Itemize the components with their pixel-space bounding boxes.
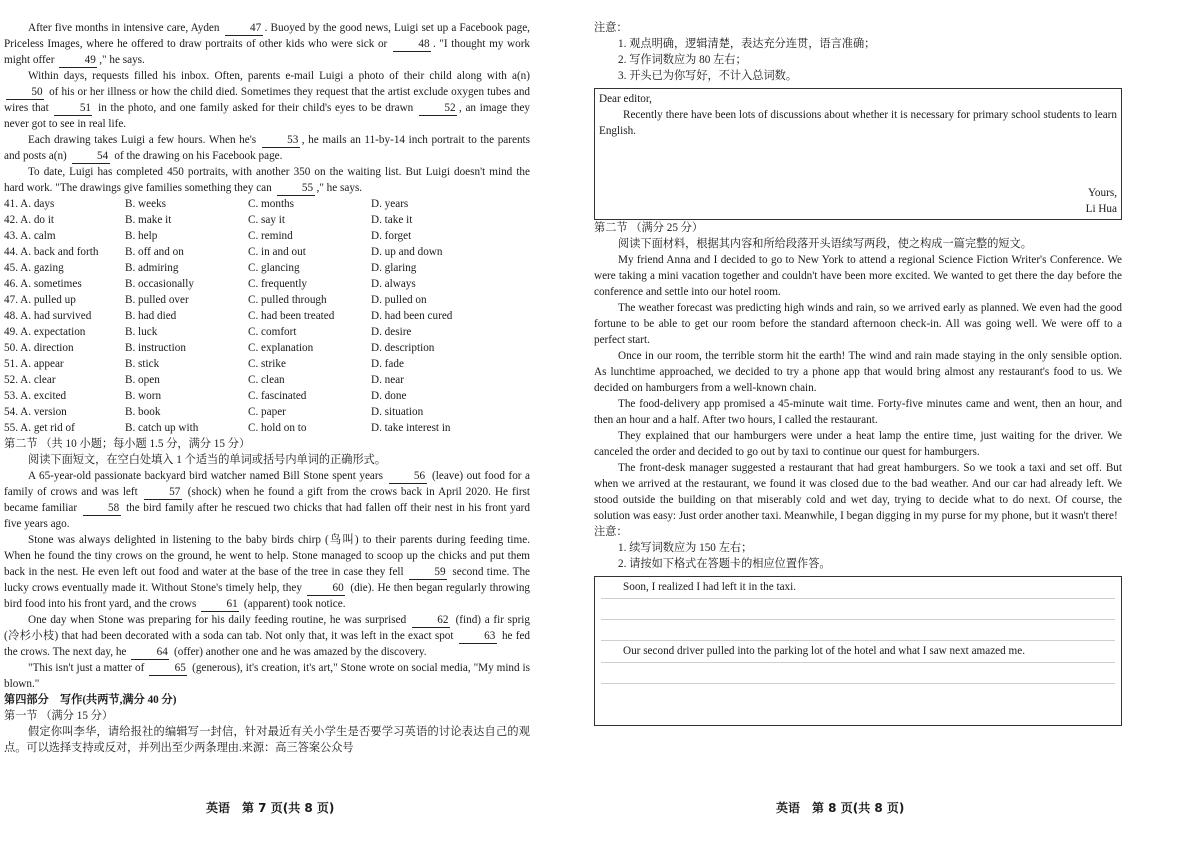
option-choice[interactable]: D. done: [371, 390, 407, 402]
part-title: 第四部分 写作(共两节,满分 40 分): [4, 694, 177, 706]
section-title: 第二节 （满分 25 分）: [594, 222, 704, 234]
cloze-options: [4, 196, 530, 436]
story-paragraph: They explained that our hamburgers were under a heat lamp the entire time, just waiting for the driver. We canceled the order and decided to go out by taxi to continue our quest for hamburgers.: [594, 430, 1122, 458]
option-choice[interactable]: B. open: [125, 374, 160, 386]
option-choice[interactable]: B. instruction: [125, 342, 186, 354]
blank-52[interactable]: 52: [419, 102, 457, 116]
option-choice[interactable]: B. occasionally: [125, 278, 194, 290]
option-row: [4, 244, 530, 260]
passage-paragraph: Each drawing takes Luigi a few hours. When he's 53 , he mails an 11-by-14 inch portrait to the parents and posts a(n) 54 of the drawing on his Facebook page.: [4, 134, 531, 162]
story-paragraph: The front-desk manager suggested a restaurant that had great hamburgers. So we took a taxi and set off. But when we arrived at the restaurant, we found it was closed due to the bad weather. And our car had already left. We stood outside the building on that miserably cold and wet day, trying to decide what to do next. Of course, the solution was easy: Just order another taxi. Meanwhile, I began digging in my purse for my phone, but it wasn't there!: [594, 462, 1122, 522]
blank-55[interactable]: 55: [277, 182, 315, 196]
option-choice[interactable]: 55. A. get rid of: [4, 422, 75, 434]
note-item: 1. 续写词数应为 150 左右；: [618, 542, 753, 554]
note-list: [594, 36, 1122, 84]
blank-48[interactable]: 48: [393, 38, 431, 52]
page-footer: 英语 第 7 页(共 8 页): [206, 801, 335, 815]
grammar-paragraph: A 65-year-old passionate backyard bird watcher named Bill Stone spent years 56 (leave) out food for a family of crows and was left 57 (shock) when he found a gift from the crows back in April 2020. He first became familiar 58 the bird family after he rescued two chicks that had fallen off their nest in his front yard five years ago.: [4, 470, 531, 530]
letter-answer-box[interactable]: [594, 88, 1122, 220]
option-choice[interactable]: 53. A. excited: [4, 390, 67, 402]
option-row: [4, 292, 530, 308]
option-choice[interactable]: D. near: [371, 374, 404, 386]
note-label: 注意：: [594, 526, 628, 538]
option-choice[interactable]: 49. A. expectation: [4, 326, 86, 338]
blank-47[interactable]: 47: [225, 22, 263, 36]
option-choice[interactable]: B. stick: [125, 358, 160, 370]
blank-59[interactable]: 59: [409, 566, 447, 580]
note-item: 3. 开头已为你写好，不计入总词数。: [618, 70, 798, 82]
option-choice[interactable]: C. clean: [248, 374, 285, 386]
grammar-paragraph: Stone was always delighted in listening to the baby birds chirp (鸟叫) to their parents during feeding time. When he found the tiny crows on the ground, he went to help. Stone managed to scoop up the chicks and put them back in the nest. He even left out food and water at the base of the tree in case they fell 59 second time. The lucky crows eventually made it. Without Stone's timely help, they 60 (die). He then began regularly throwing bird food into his front yard, and the crows 61 (apparent) took notice.: [4, 534, 531, 610]
option-choice[interactable]: D. glaring: [371, 262, 417, 274]
continuation-answer-box[interactable]: [594, 576, 1122, 726]
note-list: [594, 540, 1122, 572]
blank-61[interactable]: 61: [201, 598, 239, 612]
grammar-paragraph: One day when Stone was preparing for his daily feeding routine, he was surprised 62 (find) a fir sprig (冷杉小枝) that had been decorated with a soda can tab. Not only that, it was left in the exact spot 63 he fed the crows. The next day, he 64 (offer) another one and he was amazed by the discovery.: [4, 614, 531, 658]
blank-57[interactable]: 57: [144, 486, 182, 500]
letter-body: Recently there have been lots of discussions about whether it is necessary for primary school students to learn English.: [599, 109, 1117, 137]
option-row: [4, 404, 530, 420]
option-choice[interactable]: C. fascinated: [248, 390, 307, 402]
option-row: [4, 212, 530, 228]
blank-53[interactable]: 53: [262, 134, 300, 148]
section-title: 第二节 （共 10 小题；每小题 1.5 分，满分 15 分）: [4, 438, 251, 450]
option-choice[interactable]: C. in and out: [248, 246, 306, 258]
option-choice[interactable]: 51. A. appear: [4, 358, 64, 370]
option-choice[interactable]: B. pulled over: [125, 294, 189, 306]
option-choice[interactable]: D. up and down: [371, 246, 443, 258]
section-instruction: 阅读下面短文，在空白处填入 1 个适当的单词或括号内单词的正确形式。: [28, 454, 387, 466]
option-choice[interactable]: 48. A. had survived: [4, 310, 92, 322]
option-choice[interactable]: B. help: [125, 230, 158, 242]
option-choice[interactable]: B. book: [125, 406, 161, 418]
ruled-line: [601, 619, 1115, 620]
option-choice[interactable]: 52. A. clear: [4, 374, 56, 386]
option-row: [4, 388, 530, 404]
note-label: 注意：: [594, 22, 628, 34]
option-choice[interactable]: C. say it: [248, 214, 285, 226]
option-choice[interactable]: D. take interest in: [371, 422, 451, 434]
option-choice[interactable]: C. explanation: [248, 342, 314, 354]
section-instruction: 阅读下面材料，根据其内容和所给段落开头语续写两段，使之构成一篇完整的短文。: [618, 238, 1032, 250]
blank-49[interactable]: 49: [59, 54, 97, 68]
letter-close: Yours,: [1087, 187, 1117, 199]
note-item: 2. 请按如下格式在答题卡的相应位置作答。: [618, 558, 831, 570]
blank-65[interactable]: 65: [149, 662, 187, 676]
option-choice[interactable]: 46. A. sometimes: [4, 278, 82, 290]
option-choice[interactable]: 41. A. days: [4, 198, 55, 210]
option-choice[interactable]: D. fade: [371, 358, 404, 370]
page-footer: 英语 第 8 页(共 8 页): [776, 801, 905, 815]
option-choice[interactable]: C. had been treated: [248, 310, 335, 322]
option-row: [4, 228, 530, 244]
option-choice[interactable]: 47. A. pulled up: [4, 294, 76, 306]
story-paragraph: Once in our room, the terrible storm hit the earth! The wind and rain made staying in the only sensible option. As lunchtime approached, we decided to try a phone app that would bring almost any restaurant's food to us. We decided on hamburgers from a well-known chain.: [594, 350, 1122, 394]
grammar-paragraph: "This isn't just a matter of 65 (generous), it's creation, it's art," Stone wrote on social media, "My mind is blown.": [4, 662, 531, 690]
option-choice[interactable]: 54. A. version: [4, 406, 67, 418]
option-choice[interactable]: C. pulled through: [248, 294, 327, 306]
blank-60[interactable]: 60: [307, 582, 345, 596]
option-row: [4, 340, 530, 356]
passage-paragraph: Within days, requests filled his inbox. Often, parents e-mail Luigi a photo of their child along with a(n) 50 of his or her illness or how the child died. Sometimes they request that the artist exclude oxygen tubes and wires that 51 in the photo, and one family asked for their child's eyes to be drawn 52 , an image they never got to see in real life.: [4, 70, 531, 130]
option-choice[interactable]: D. desire: [371, 326, 412, 338]
story-text: [594, 252, 1122, 524]
option-choice[interactable]: B. weeks: [125, 198, 167, 210]
blank-51[interactable]: 51: [54, 102, 92, 116]
left-page: [4, 20, 530, 756]
blank-56[interactable]: 56: [389, 470, 427, 484]
option-choice[interactable]: B. catch up with: [125, 422, 199, 434]
option-row: [4, 372, 530, 388]
option-choice[interactable]: C. frequently: [248, 278, 308, 290]
option-row: [4, 308, 530, 324]
right-page: [594, 20, 1122, 726]
note-item: 1. 观点明确，逻辑清楚，表达充分连贯，语言准确；: [618, 38, 876, 50]
option-choice[interactable]: C. paper: [248, 406, 286, 418]
blank-58[interactable]: 58: [83, 502, 121, 516]
option-choice[interactable]: 50. A. direction: [4, 342, 74, 354]
option-choice[interactable]: B. had died: [125, 310, 177, 322]
para1-opening: Soon, I realized I had left it in the taxi.: [623, 581, 797, 593]
option-choice[interactable]: C. comfort: [248, 326, 297, 338]
option-choice[interactable]: 43. A. calm: [4, 230, 56, 242]
story-paragraph: My friend Anna and I decided to go to New York to attend a regional Science Fiction Writer's Conference. We were taking a mini vacation together and couldn't have been more excited. We wanted to get there the day before the conference and settle into our hotel room.: [594, 254, 1122, 298]
blank-50[interactable]: 50: [6, 86, 44, 100]
option-choice[interactable]: B. admiring: [125, 262, 179, 274]
option-choice[interactable]: D. pulled on: [371, 294, 427, 306]
note-item: 2. 写作词数应为 80 左右；: [618, 54, 747, 66]
story-paragraph: The weather forecast was predicting high winds and rain, so we arrived early as planned. We even had the good fortune to be able to get our room before the standard afternoon check-in. All was going well. We were off to a perfect start.: [594, 302, 1122, 346]
story-paragraph: The food-delivery app promised a 45-minute wait time. Forty-five minutes came and went, then an hour, and then an hour and a half. After two hours, I called the restaurant.: [594, 398, 1122, 426]
option-row: [4, 276, 530, 292]
option-row: [4, 420, 530, 436]
option-choice[interactable]: B. make it: [125, 214, 172, 226]
passage-paragraph: To date, Luigi has completed 450 portraits, with another 350 on the waiting list. But Luigi doesn't mind the hard work. "The drawings give families something they can 55 ," he says.: [4, 166, 530, 194]
blank-64[interactable]: 64: [131, 646, 169, 660]
option-choice[interactable]: C. months: [248, 198, 295, 210]
blank-54[interactable]: 54: [72, 150, 110, 164]
option-choice[interactable]: B. luck: [125, 326, 158, 338]
option-row: [4, 260, 530, 276]
option-choice[interactable]: B. worn: [125, 390, 162, 402]
section-title: 第一节 （满分 15 分）: [4, 710, 114, 722]
para2-opening: Our second driver pulled into the parking lot of the hotel and what I saw next amazed me.: [623, 645, 1026, 657]
option-choice[interactable]: D. years: [371, 198, 409, 210]
letter-signature: Li Hua: [1085, 203, 1117, 215]
option-choice[interactable]: C. strike: [248, 358, 286, 370]
option-choice[interactable]: C. glancing: [248, 262, 300, 274]
option-choice[interactable]: D. situation: [371, 406, 424, 418]
letter-greeting: Dear editor,: [599, 93, 652, 105]
option-choice[interactable]: D. always: [371, 278, 416, 290]
blank-62[interactable]: 62: [412, 614, 450, 628]
option-choice[interactable]: 44. A. back and forth: [4, 246, 99, 258]
option-choice[interactable]: D. description: [371, 342, 435, 354]
option-row: [4, 196, 530, 212]
option-choice[interactable]: B. off and on: [125, 246, 184, 258]
option-choice[interactable]: D. forget: [371, 230, 412, 242]
option-choice[interactable]: D. take it: [371, 214, 413, 226]
passage-paragraph: After five months in intensive care, Ayden 47 . Buoyed by the good news, Luigi set up a Facebook page, Priceless Images, where he offered to draw portraits of other kids who were sick or 48 . "I thought my work might offer 49 ," he says.: [4, 22, 531, 66]
ruled-line: [601, 683, 1115, 684]
option-row: [4, 356, 530, 372]
option-choice[interactable]: D. had been cured: [371, 310, 453, 322]
ruled-line: [601, 662, 1115, 663]
writing-task: 假定你叫李华，请给报社的编辑写一封信，针对最近有关小学生是否要学习英语的讨论表达自己的观点。可以选择支持或反对，并列出至少两条理由.来源：高三答案公众号: [4, 726, 530, 754]
option-choice[interactable]: 45. A. gazing: [4, 262, 64, 274]
ruled-line: [601, 598, 1115, 599]
blank-63[interactable]: 63: [459, 630, 497, 644]
option-choice[interactable]: C. remind: [248, 230, 293, 242]
option-choice[interactable]: 42. A. do it: [4, 214, 55, 226]
option-choice[interactable]: C. hold on to: [248, 422, 307, 434]
option-row: [4, 324, 530, 340]
